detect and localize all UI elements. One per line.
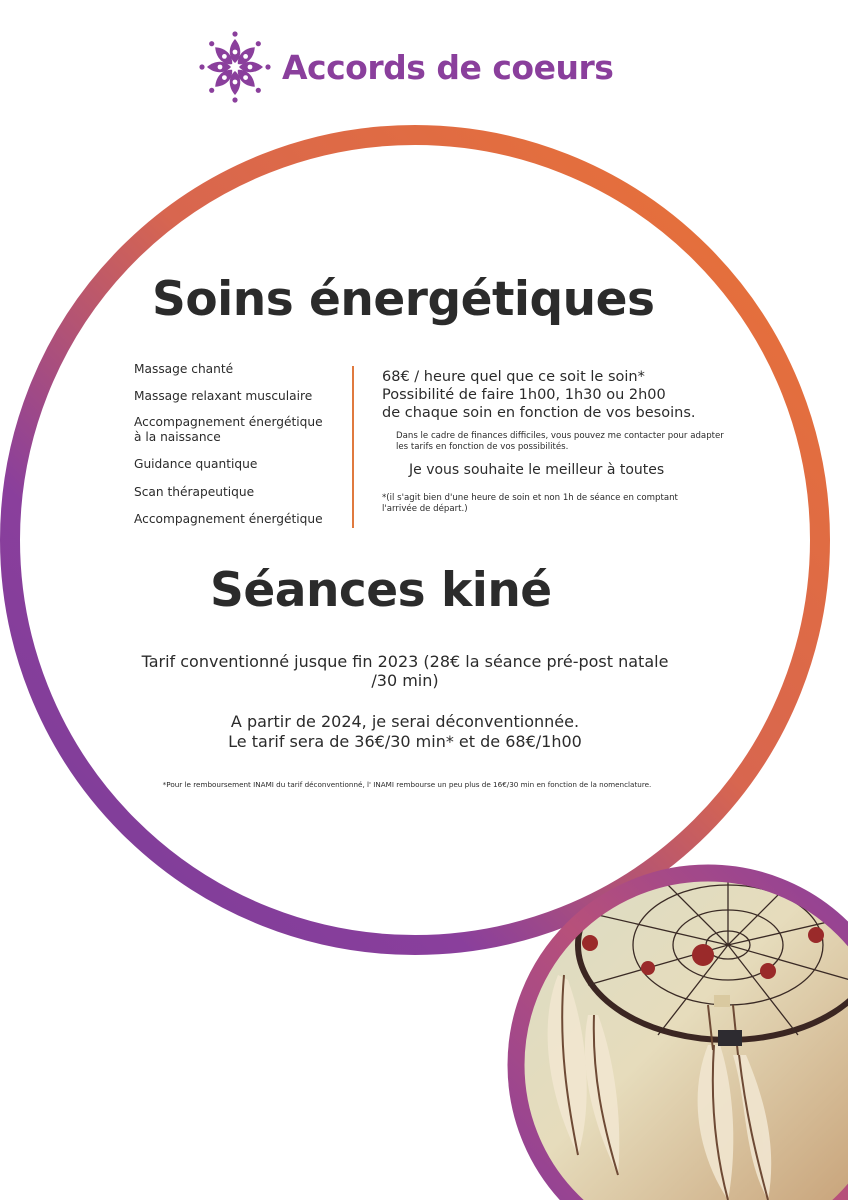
kine-title: Séances kiné <box>210 563 552 618</box>
brand-logo <box>198 30 613 104</box>
price-line: Possibilité de faire 1h00, 1h30 ou 2h00 <box>382 387 666 403</box>
price-line: 68€ / heure quel que ce soit le soin* <box>382 369 645 385</box>
service-item: Scan thérapeutique <box>134 484 255 499</box>
service-item: Massage relaxant musculaire <box>134 388 313 403</box>
kine-price-line: Le tarif sera de 36€/30 min* et de 68€/1h00 <box>228 732 582 751</box>
kine-2024-line: A partir de 2024, je serai déconventionnée. <box>230 712 580 731</box>
service-item: à la naissance <box>134 429 221 444</box>
wish-text: Je vous souhaite le meilleur à toutes <box>409 462 665 478</box>
services-list <box>134 362 340 527</box>
price-block <box>382 368 762 422</box>
kine-footnote: *Pour le remboursement INAMI du tarif déconventionné, l' INAMI rembourse un peu plus de 16€/30 min en fonction de la nomenclature. <box>162 780 652 789</box>
price-line: de chaque soin en fonction de vos besoins. <box>382 405 696 421</box>
finances-note: Dans le cadre de finances difficiles, vous pouvez me contacter pour adapter les tarifs en fonction de vos possibilités. <box>396 431 724 452</box>
service-item: Massage chanté <box>134 362 234 376</box>
divider-line <box>352 366 354 528</box>
brand-name: Accords de coeurs <box>282 47 614 87</box>
soins-title: Soins énergétiques <box>152 272 655 327</box>
mandala-hearts-icon <box>198 30 272 104</box>
service-item: Accompagnement énergétique <box>134 415 323 429</box>
service-item: Guidance quantique <box>134 457 258 471</box>
service-item: Accompagnement énergétique <box>134 512 323 526</box>
soins-footnote: *(il s'agit bien d'une heure de soin et non 1h de séance en comptant l'arrivée de départ.) <box>382 493 678 514</box>
kine-tarif: Tarif conventionné jusque fin 2023 (28€ la séance pré-post natale /30 min) <box>141 652 669 690</box>
dreamcatcher-image <box>498 855 848 1200</box>
